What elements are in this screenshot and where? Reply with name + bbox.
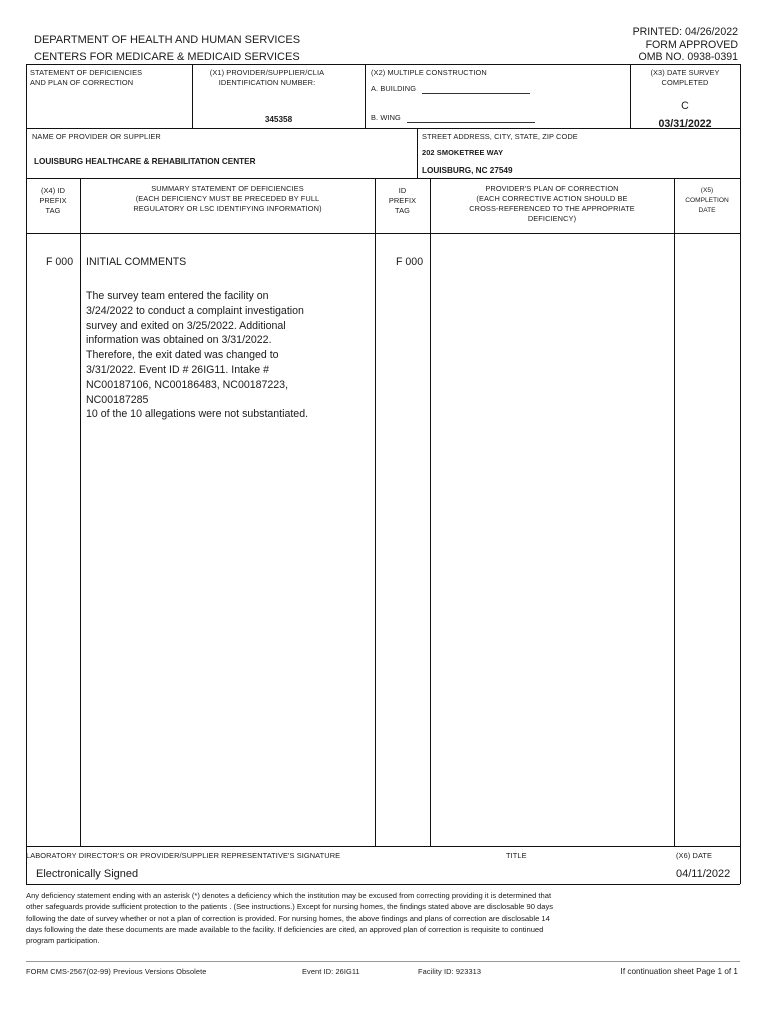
id-header: ID PREFIX TAG bbox=[388, 186, 417, 215]
x3-label: (X3) DATE SURVEY COMPLETED bbox=[650, 68, 720, 87]
signature-bottom bbox=[26, 884, 740, 885]
footer-form: FORM CMS-2567(02-99) Previous Versions Obsolete bbox=[26, 967, 207, 976]
printed-date: PRINTED: 04/26/2022 bbox=[632, 26, 738, 38]
form-top-border bbox=[26, 64, 740, 65]
col-divider-summary bbox=[375, 178, 376, 846]
date-label: (X6) DATE bbox=[676, 851, 713, 860]
signature-label: LABORATORY DIRECTOR'S OR PROVIDER/SUPPLIER REPRESENTATIVE'S SIGNATURE bbox=[26, 851, 341, 860]
form-right-border bbox=[740, 64, 741, 884]
provider-name: LOUISBURG HEALTHCARE & REHABILITATION CENTER bbox=[34, 157, 256, 166]
x5-header: (X5) COMPLETION DATE bbox=[685, 187, 729, 214]
omb-number: OMB NO. 0938-0391 bbox=[638, 51, 738, 63]
signature-value: Electronically Signed bbox=[36, 868, 139, 880]
plan-header: PROVIDER'S PLAN OF CORRECTION (EACH CORRECTIVE ACTION SHOULD BE CROSS-REFERENCED TO THE APPROPRIATE DEFICIENCY) bbox=[469, 184, 635, 223]
body-bottom bbox=[26, 846, 740, 847]
provider-city: LOUISBURG, NC 27549 bbox=[422, 166, 513, 175]
form-approved: FORM APPROVED bbox=[645, 39, 738, 51]
footer-page: If continuation sheet Page 1 of 1 bbox=[620, 967, 738, 976]
centers-title: CENTERS FOR MEDICARE & MEDICAID SERVICES bbox=[34, 51, 300, 63]
summary-header: SUMMARY STATEMENT OF DEFICIENCIES (EACH DEFICIENCY MUST BE PRECEDED BY FULL REGULATORY OR LSC IDENTIFYING INFORMATION) bbox=[133, 184, 322, 213]
wing-label: B. WING bbox=[371, 113, 401, 122]
signature-date: 04/11/2022 bbox=[676, 868, 731, 880]
x1-label: (X1) PROVIDER/SUPPLIER/CLIA IDENTIFICATION NUMBER: bbox=[209, 68, 325, 87]
col-divider-id bbox=[430, 178, 431, 846]
title-label: TITLE bbox=[506, 851, 527, 860]
entry-title: INITIAL COMMENTS bbox=[86, 256, 187, 268]
footer-event-id: Event ID: 26IG11 bbox=[302, 967, 360, 976]
disclaimer-text: Any deficiency statement ending with an asterisk (*) denotes a deficiency which the institution may be excused from correcting providing it is determined that other safeguards provide sufficient protection to the patients . (See instructions.) Except for nursing homes, the findings stated above are disclosable 90 days following the date of survey whether or not a plan of correction is provided. For nursing homes, the above findings and plans of correction are disclosable 14 days following the date these documents are made available to the facility. If deficiencies are cited, an approved plan of correction is requisite to continued program participation. bbox=[26, 891, 554, 946]
statement-label: STATEMENT OF DEFICIENCIES AND PLAN OF CORRECTION bbox=[30, 68, 143, 87]
entry-id-tag: F 000 bbox=[396, 256, 424, 268]
x3-date: 03/31/2022 bbox=[658, 118, 712, 130]
footer-facility-id: Facility ID: 923313 bbox=[418, 967, 482, 976]
col-divider-plan bbox=[674, 178, 675, 846]
x2-label: (X2) MULTIPLE CONSTRUCTION bbox=[371, 68, 487, 77]
provider-divider bbox=[417, 128, 418, 178]
entry-tag: F 000 bbox=[46, 256, 74, 268]
provider-row-bottom bbox=[26, 178, 740, 179]
x3-code: C bbox=[681, 100, 689, 112]
wing-blank bbox=[407, 114, 535, 123]
department-title: DEPARTMENT OF HEALTH AND HUMAN SERVICES bbox=[34, 34, 301, 46]
top-divider-2 bbox=[365, 64, 366, 128]
column-header-bottom bbox=[26, 233, 740, 234]
entry-body: The survey team entered the facility on 3/24/2022 to conduct a complaint investigation survey and exited on 3/25/2022. Additional information was obtained on 3/31/2022. Therefore, the exit dated was changed to 3/31/2022. Event ID # 26IG11. Intake # NC00187106, NC00186483, NC00187223, NC00187285 10 of the 10 allegations were not substantiated. bbox=[86, 290, 309, 421]
provider-name-label: NAME OF PROVIDER OR SUPPLIER bbox=[32, 132, 161, 141]
x4-header: (X4) ID PREFIX TAG bbox=[39, 186, 67, 215]
wing-row bbox=[371, 113, 535, 123]
x1-value: 345358 bbox=[264, 115, 293, 124]
building-label: A. BUILDING bbox=[371, 84, 417, 93]
address-label: STREET ADDRESS, CITY, STATE, ZIP CODE bbox=[422, 132, 578, 141]
col-divider-x4 bbox=[80, 178, 81, 846]
building-blank bbox=[422, 85, 530, 94]
building-row bbox=[371, 84, 530, 94]
footer-rule bbox=[26, 961, 740, 962]
provider-street: 202 SMOKETREE WAY bbox=[422, 148, 504, 157]
